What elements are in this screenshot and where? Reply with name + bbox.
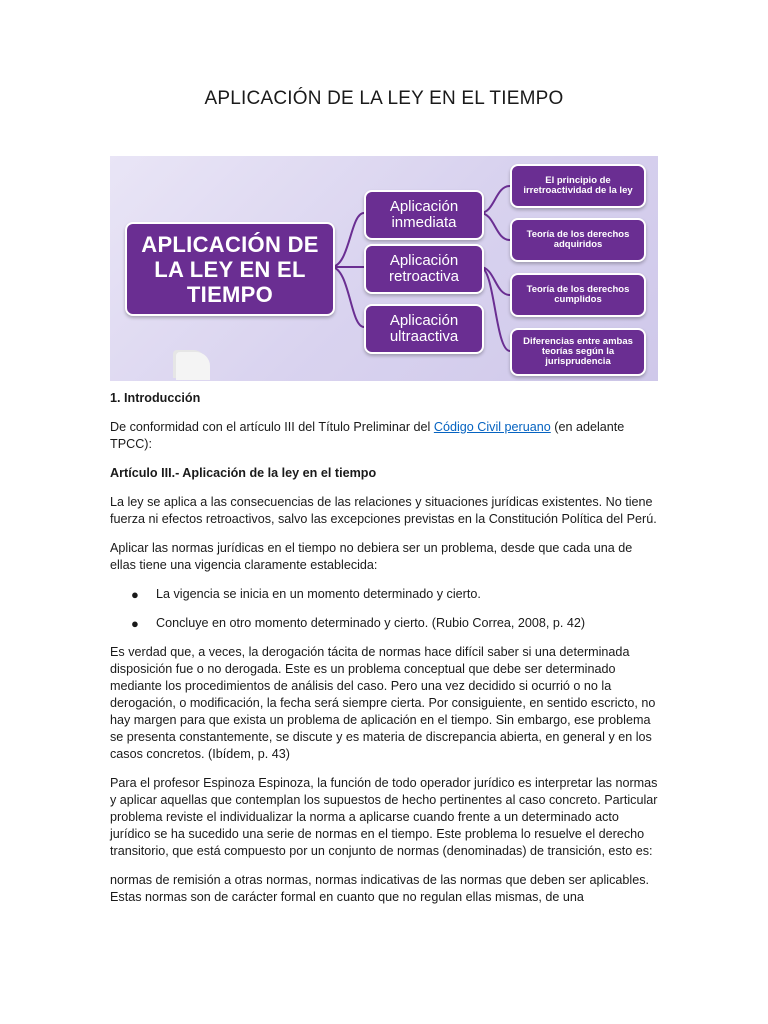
list-item [110, 586, 658, 603]
intro-text-after: (en adelante TPCC): [110, 420, 625, 451]
bullet-list [110, 586, 658, 632]
article-text: La ley se aplica a las consecuencias de las relaciones y situaciones jurídicas existentes. No tiene fuerza ni efectos retroactivos, salvo las excepciones previstas en la Constitución Política del Perú. [110, 495, 657, 526]
paragraph-espinoza: Para el profesor Espinoza Espinoza, la función de todo operador jurídico es interpretar las normas y aplicar aquellas que contemplan los supuestos de hecho pertinentes al caso concreto. Particular problema reviste el individualizar la norma a aplicarse cuando frente a un determinado acto jurídico se ha sucedido una serie de normas en el tiempo. Este problema lo resuelve el derecho transitorio, que está compuesto por un conjunto de normas (denominadas) de transición, esto es: [110, 776, 658, 858]
mindmap-leaf-derechos-adquiridos: Teoría de los derechos adquiridos [510, 218, 646, 262]
paragraph-normas-remision: normas de remisión a otras normas, normas indicativas de las normas que deben ser aplicables. Estas normas son de carácter formal en cuanto que no regulan ellas mismas, de una [110, 873, 649, 904]
list-item-text: La vigencia se inicia en un momento determinado y cierto. [156, 587, 481, 601]
paper-icon [176, 352, 210, 380]
bullet-icon: ● [131, 587, 139, 602]
mindmap-main-node: APLICACIÓN DE LA LEY EN EL TIEMPO [125, 222, 335, 316]
section-heading: 1. Introducción [110, 391, 201, 405]
list-item [110, 615, 658, 632]
mindmap-leaf-derechos-cumplidos: Teoría de los derechos cumplidos [510, 273, 646, 317]
codigo-civil-link[interactable]: Código Civil peruano [433, 420, 551, 434]
mindmap-image [110, 156, 658, 381]
paragraph-derogacion: Es verdad que, a veces, la derogación tácita de normas hace difícil saber si una determinada disposición fue o no derogada. Este es un problema conceptual que debe ser determinado mediante los procedimientos de análisis del caso. Pero una vez decidido si ocurrió o no la derogación, o modificación, la fecha será siempre cierta. Por consiguiente, en sentido escricto, no hay margen para que exista un problema de aplicación en el tiempo. Sin embargo, ese problema se presenta constantemente, se discute y es materia de discrepancia abierta, en general y en los casos concretos. (Ibídem, p. 43) [110, 645, 656, 761]
mindmap-node-inmediata: Aplicación inmediata [364, 190, 484, 240]
intro-text-before: De conformidad con el artículo III del Título Preliminar del [110, 420, 434, 434]
document-body [110, 390, 658, 918]
mindmap-leaf-irretroactividad: El principio de irretroactividad de la ley [510, 164, 646, 208]
mindmap-node-retroactiva: Aplicación retroactiva [364, 244, 484, 294]
paragraph-vigencia: Aplicar las normas jurídicas en el tiempo no debiera ser un problema, desde que cada una de ellas tiene una vigencia claramente establecida: [110, 541, 633, 572]
intro-paragraph [110, 419, 658, 453]
bullet-icon: ● [131, 616, 139, 631]
mindmap-leaf-diferencias: Diferencias entre ambas teorías según la jurisprudencia [510, 328, 646, 376]
article-heading: Artículo III.- Aplicación de la ley en el tiempo [110, 466, 377, 480]
document-title: APLICACIÓN DE LA LEY EN EL TIEMPO [204, 88, 564, 109]
mindmap-node-ultraactiva: Aplicación ultraactiva [364, 304, 484, 354]
list-item-text: Concluye en otro momento determinado y cierto. (Rubio Correa, 2008, p. 42) [156, 616, 586, 630]
